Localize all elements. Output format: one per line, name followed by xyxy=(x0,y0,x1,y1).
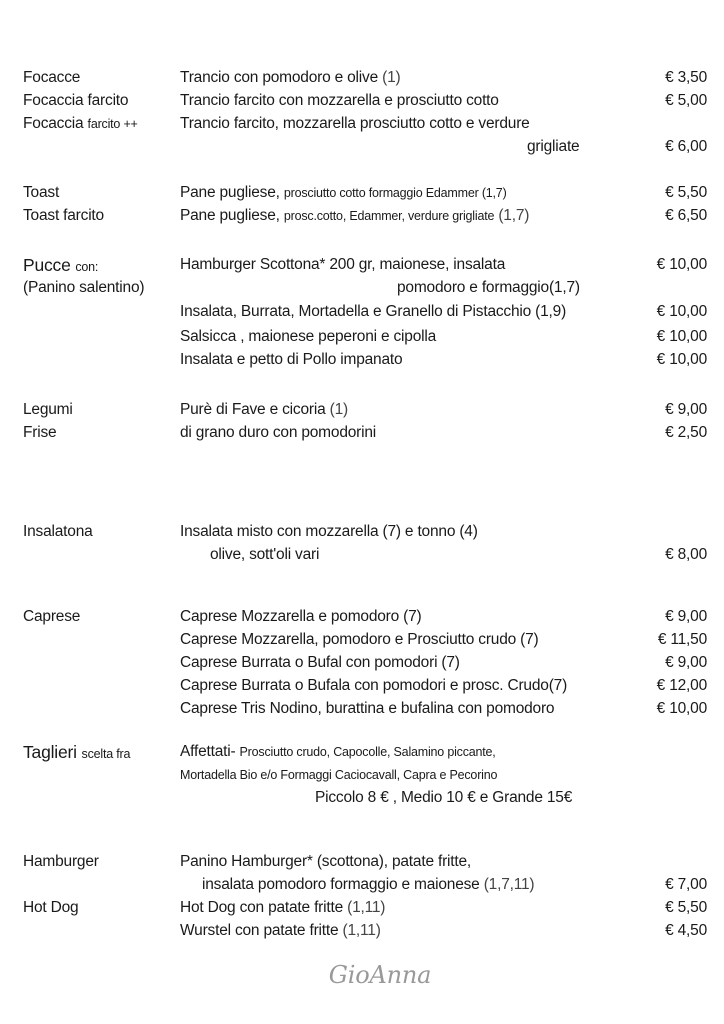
item-price: € 5,00 xyxy=(665,92,707,109)
item-description xyxy=(180,349,402,371)
item-description xyxy=(180,422,376,444)
description-text: Caprese Tris Nodino, burattina e bufalina con pomodoro xyxy=(180,700,555,717)
allergen-codes: (1,7,11) xyxy=(483,876,535,893)
item-price: € 9,00 xyxy=(665,401,707,418)
item-description xyxy=(180,301,566,323)
item-description xyxy=(180,851,471,873)
menu-row xyxy=(0,326,724,348)
category-label: Hot Dog xyxy=(23,899,79,916)
item-description xyxy=(180,675,567,697)
menu-row xyxy=(0,113,724,135)
description-text: Affettati- xyxy=(180,743,236,760)
category-label: Legumi xyxy=(23,401,73,418)
allergen-codes: (1,7) xyxy=(498,207,530,224)
description-text: Caprese Mozzarella e pomodoro (7) xyxy=(180,608,422,625)
description-text: Panino Hamburger* (scottona), patate fritte, xyxy=(180,853,472,870)
menu-row xyxy=(0,897,724,919)
item-description xyxy=(315,787,572,809)
item-description xyxy=(180,399,348,421)
menu-row xyxy=(0,544,724,566)
menu-row xyxy=(0,652,724,674)
menu-row xyxy=(0,874,724,896)
menu-row xyxy=(0,787,724,809)
allergen-codes: (1) xyxy=(382,69,401,86)
description-text: insalata pomodoro formaggio e maionese xyxy=(202,876,480,893)
item-description xyxy=(527,136,579,158)
menu-row xyxy=(0,301,724,323)
menu-row xyxy=(0,254,724,276)
menu-row xyxy=(0,629,724,651)
category-note: farcito ++ xyxy=(87,117,138,131)
description-text: Caprese Burrata o Bufala con pomodori e prosc. Crudo(7) xyxy=(180,677,568,694)
item-description xyxy=(202,874,534,896)
item-description xyxy=(180,897,385,919)
category-label: Insalatona xyxy=(23,523,93,540)
menu-row xyxy=(0,606,724,628)
item-description xyxy=(210,544,319,566)
description-text: pomodoro e formaggio(1,7) xyxy=(397,279,580,296)
menu-row xyxy=(0,741,724,763)
item-description xyxy=(180,326,436,348)
item-price: € 5,50 xyxy=(665,184,707,201)
menu-row xyxy=(0,67,724,89)
category-label: Pucce con: xyxy=(23,255,99,275)
gioanna-logo: GioAnna xyxy=(328,961,432,989)
item-description xyxy=(180,652,460,674)
menu-row xyxy=(0,675,724,697)
menu-row xyxy=(0,521,724,543)
description-text: Wurstel con patate fritte xyxy=(180,922,343,939)
description-text: Hot Dog con patate fritte xyxy=(180,899,344,916)
menu-row xyxy=(0,205,724,227)
category-label: Focacce xyxy=(23,69,81,86)
item-description xyxy=(180,920,381,942)
item-price: € 5,50 xyxy=(665,899,707,916)
category-label: Focaccia farcito ++ xyxy=(23,115,138,132)
item-price: € 12,00 xyxy=(656,677,707,694)
category-note: con: xyxy=(75,260,99,274)
menu-row xyxy=(0,920,724,942)
item-price: € 10,00 xyxy=(656,256,707,273)
menu-row xyxy=(0,764,724,786)
item-price: € 10,00 xyxy=(656,351,707,368)
category-note: scelta fra xyxy=(81,747,131,761)
allergen-codes: (1) xyxy=(329,401,348,418)
item-price: € 3,50 xyxy=(665,69,707,86)
item-description xyxy=(180,90,499,112)
category-label: Toast xyxy=(23,184,60,201)
description-text: Pane pugliese, xyxy=(180,207,280,224)
category-label: Frise xyxy=(23,424,57,441)
description-text: Insalata e petto di Pollo impanato xyxy=(180,351,403,368)
item-price: € 2,50 xyxy=(665,424,707,441)
category-label: Toast farcito xyxy=(23,207,104,224)
item-description xyxy=(180,67,400,89)
item-description xyxy=(180,629,539,651)
description-text: Pane pugliese, xyxy=(180,184,280,201)
allergen-codes: (1,11) xyxy=(347,899,386,916)
item-price: € 9,00 xyxy=(665,654,707,671)
description-text: Insalata, Burrata, Mortadella e Granello di Pistacchio (1,9) xyxy=(180,303,567,320)
description-text: Trancio con pomodoro e olive xyxy=(180,69,379,86)
item-price: € 10,00 xyxy=(656,328,707,345)
menu-row xyxy=(0,90,724,112)
description-text: Piccolo 8 € , Medio 10 € e Grande 15€ xyxy=(315,789,573,806)
item-description xyxy=(180,113,530,135)
description-text: Trancio farcito con mozzarella e prosciutto cotto xyxy=(180,92,499,109)
item-price: € 11,50 xyxy=(657,631,707,648)
category-label: (Panino salentino) xyxy=(23,279,145,296)
item-price: € 8,00 xyxy=(665,546,707,563)
description-text: Purè di Fave e cicoria xyxy=(180,401,326,418)
item-price: € 7,00 xyxy=(665,876,707,893)
description-text: di grano duro con pomodorini xyxy=(180,424,377,441)
item-price: € 10,00 xyxy=(656,303,707,320)
description-text: prosciutto cotto formaggio Edammer (1,7) xyxy=(283,186,507,200)
item-description xyxy=(180,182,507,204)
menu-row xyxy=(0,399,724,421)
description-text: Trancio farcito, mozzarella prosciutto cotto e verdure xyxy=(180,115,530,132)
item-price: € 4,50 xyxy=(665,922,707,939)
item-description xyxy=(180,205,529,227)
item-price: € 6,00 xyxy=(665,138,707,155)
category-label: Focaccia farcito xyxy=(23,92,129,109)
menu-row xyxy=(0,698,724,720)
item-description xyxy=(180,606,422,628)
description-text: prosc.cotto, Edammer, verdure grigliate xyxy=(283,209,495,223)
description-text: Prosciutto crudo, Capocolle, Salamino piccante, xyxy=(239,745,496,759)
menu-row xyxy=(0,277,724,299)
allergen-codes: (1,11) xyxy=(342,922,381,939)
description-text: Insalata misto con mozzarella (7) e tonno (4) xyxy=(180,523,478,540)
item-price: € 6,50 xyxy=(665,207,707,224)
description-text: Hamburger Scottona* 200 gr, maionese, insalata xyxy=(180,256,506,273)
description-text: Caprese Mozzarella, pomodoro e Prosciutto crudo (7) xyxy=(180,631,539,648)
category-label: Caprese xyxy=(23,608,81,625)
item-description xyxy=(180,764,497,786)
item-description xyxy=(180,521,478,543)
menu-row xyxy=(0,422,724,444)
item-description xyxy=(180,254,505,276)
menu-row xyxy=(0,349,724,371)
description-text: grigliate xyxy=(527,138,580,155)
item-description xyxy=(180,741,496,763)
description-text: Salsicca , maionese peperoni e cipolla xyxy=(180,328,437,345)
item-description xyxy=(180,698,554,720)
menu-row xyxy=(0,136,724,158)
description-text: Mortadella Bio e/o Formaggi Caciocavall, Capra e Pecorino xyxy=(180,768,498,782)
item-description xyxy=(397,277,580,299)
description-text: Caprese Burrata o Bufal con pomodori (7) xyxy=(180,654,460,671)
menu-row xyxy=(0,851,724,873)
category-label: Taglieri scelta fra xyxy=(23,742,131,762)
category-label: Hamburger xyxy=(23,853,99,870)
menu-row xyxy=(0,182,724,204)
item-price: € 10,00 xyxy=(656,700,707,717)
description-text: olive, sott'oli vari xyxy=(210,546,320,563)
item-price: € 9,00 xyxy=(665,608,707,625)
